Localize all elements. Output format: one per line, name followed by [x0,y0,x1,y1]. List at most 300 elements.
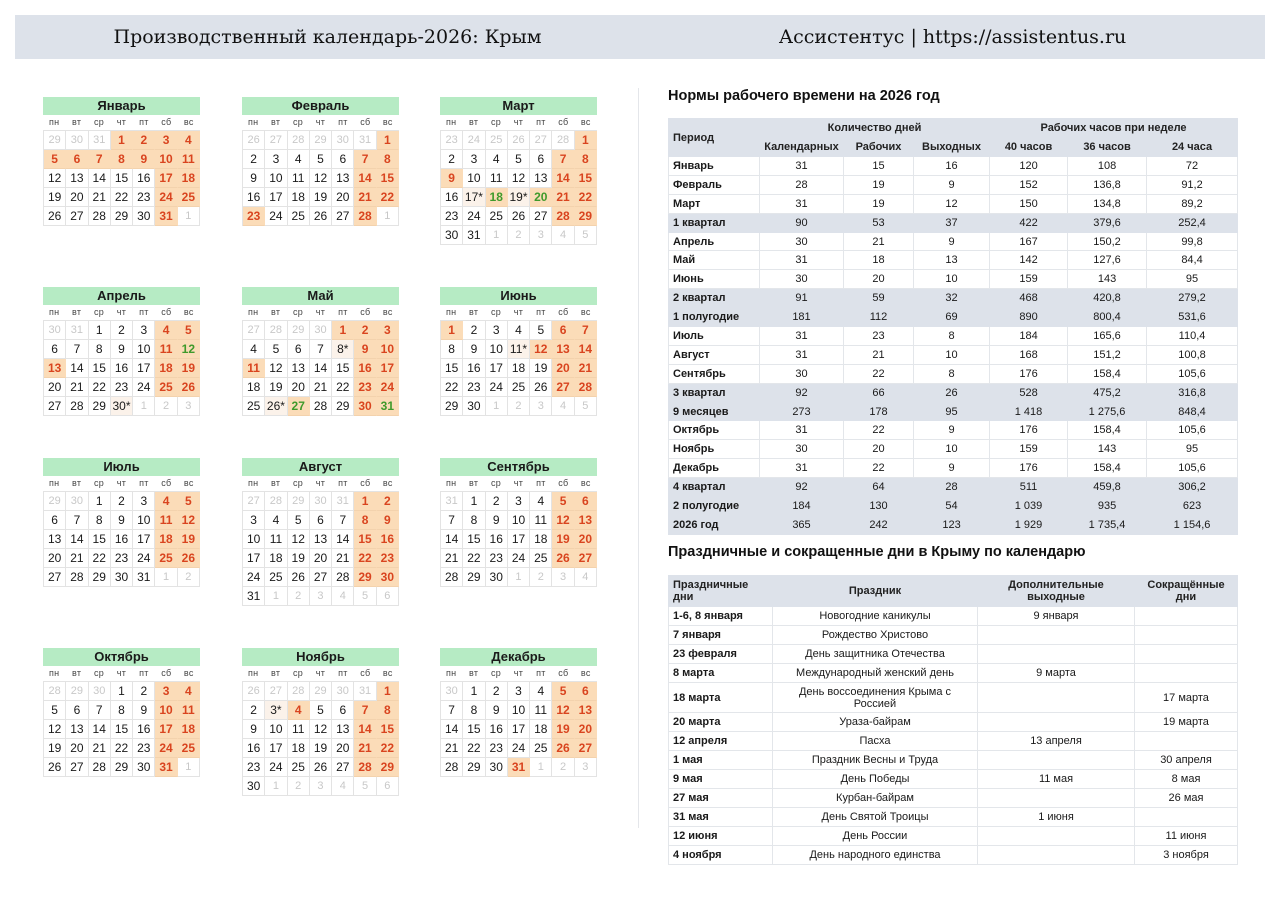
cell-h24: 279,2 [1147,289,1238,308]
day-cell: 22 [332,378,354,397]
cell-cal: 31 [760,194,844,213]
day-cell: 31 [463,226,485,245]
day-cell: 18 [265,549,287,568]
cell-extra [978,683,1135,713]
header-calendar: Календарных [760,138,844,157]
cell-cal: 273 [760,402,844,421]
weekday-label: вт [468,478,479,488]
weekday-label: пт [338,478,348,488]
day-cell: 12 [265,359,287,378]
day-cell: 30 [243,777,265,796]
day-cell-holiday: 30 [377,568,399,587]
day-cell: 7 [441,701,463,720]
table-row-total [669,213,1238,232]
table-row [669,157,1238,176]
weekday-label: сб [558,307,569,317]
cell-cal: 181 [760,308,844,327]
day-cell: 29 [441,397,463,416]
weekday-label: вт [71,117,82,127]
table-row [669,327,1238,346]
day-cell-other-month: 3 [310,777,332,796]
day-cell: 28 [441,758,463,777]
weekday-label: пт [139,307,149,317]
day-cell-other-month: 2 [288,777,310,796]
cell-name: Пасха [773,732,978,751]
cell-h36: 158,4 [1068,364,1147,383]
weekday-label: чт [513,307,524,317]
day-cell: 9 [243,169,265,188]
day-cell-other-month: 1 [178,207,200,226]
weekday-label: сб [360,668,371,678]
day-cell: 21 [441,739,463,758]
day-cell-holiday: 1 [441,321,463,340]
day-cell-other-month: 5 [354,587,376,606]
day-cell: 6 [66,701,88,720]
day-cell: 13 [332,169,354,188]
day-cell-other-month: 31 [441,492,463,511]
day-cell-other-month: 30 [332,131,354,150]
day-cell-holiday: 14 [354,169,376,188]
day-cell-other-month: 26 [508,131,530,150]
cell-h40: 176 [990,459,1068,478]
cell-work: 22 [844,459,914,478]
header-24h: 24 часа [1147,138,1238,157]
day-cell: 26 [44,207,66,226]
weekday-label: сб [161,478,172,488]
day-cell: 15 [441,359,463,378]
weekday-label: вт [71,478,82,488]
weekday-label: вс [580,307,591,317]
day-cell-holiday: 8 [377,701,399,720]
cell-h24: 531,6 [1147,308,1238,327]
weekday-label: чт [116,478,127,488]
cell-h24: 306,2 [1147,478,1238,497]
day-cell: 26 [288,568,310,587]
day-cell: 14 [441,530,463,549]
cell-cal: 91 [760,289,844,308]
table-row [669,232,1238,251]
weekday-label: ср [293,478,304,488]
cell-period: 3 квартал [669,383,760,402]
day-cell: 10 [243,530,265,549]
day-cell: 27 [310,568,332,587]
day-cell: 26 [310,207,332,226]
header-holiday-name: Праздник [773,576,978,607]
days-grid [440,320,597,416]
day-cell-holiday: 25 [178,188,200,207]
header-short-days: Сокращённые дни [1135,576,1238,607]
day-cell-holiday: 20 [575,530,597,549]
cell-cal: 92 [760,478,844,497]
day-cell: 19 [44,739,66,758]
day-cell-other-month: 26 [243,682,265,701]
day-cell: 11 [530,511,552,530]
header-hours-group: Рабочих часов при неделе [990,119,1238,138]
weekday-row [43,115,200,130]
cell-short [1135,645,1238,664]
day-cell-holiday: 24 [377,378,399,397]
day-cell-other-month: 28 [288,682,310,701]
day-cell-holiday: 22 [377,188,399,207]
cell-h24: 1 154,6 [1147,515,1238,534]
day-cell-holiday: 7 [354,150,376,169]
day-cell: 17 [508,530,530,549]
day-cell-short: 17* [463,188,485,207]
weekday-row [440,115,597,130]
day-cell: 5 [310,701,332,720]
cell-name: День России [773,827,978,846]
day-cell: 16 [441,188,463,207]
weekday-label: ср [94,117,105,127]
day-cell: 20 [44,378,66,397]
day-cell-other-month: 29 [310,131,332,150]
weekday-row [43,666,200,681]
day-cell-holiday: 1 [575,131,597,150]
table-row [669,364,1238,383]
day-cell-other-month: 27 [243,492,265,511]
day-cell: 19 [265,378,287,397]
day-cell: 2 [463,321,485,340]
day-cell-holiday: 12 [552,701,574,720]
day-cell-other-month: 2 [530,568,552,587]
month-title: Май [242,287,399,305]
day-cell: 29 [463,758,485,777]
days-grid [43,130,200,226]
day-cell: 21 [89,188,111,207]
weekday-label: вс [382,307,393,317]
weekday-label: пн [48,668,60,678]
day-cell-holiday: 15 [377,169,399,188]
day-cell: 11 [486,169,508,188]
day-cell: 2 [243,150,265,169]
cell-h24: 91,2 [1147,175,1238,194]
weekday-row [43,305,200,320]
day-cell: 10 [133,511,155,530]
day-cell: 9 [133,701,155,720]
cell-off: 8 [914,327,990,346]
day-cell-other-month: 29 [310,682,332,701]
day-cell: 18 [530,530,552,549]
month-title: Декабрь [440,648,597,666]
day-cell: 24 [265,207,287,226]
day-cell: 8 [89,511,111,530]
day-cell: 17 [243,549,265,568]
day-cell-holiday: 31 [155,207,177,226]
day-cell-holiday: 10 [155,701,177,720]
day-cell-other-month: 29 [44,492,66,511]
day-cell: 6 [44,340,66,359]
day-cell-holiday: 23 [354,378,376,397]
day-cell-holiday: 6 [575,492,597,511]
day-cell-holiday: 11 [178,150,200,169]
day-cell: 7 [89,701,111,720]
day-cell-holiday: 15 [575,169,597,188]
table-row [669,251,1238,270]
day-cell: 3 [265,150,287,169]
day-cell-other-month: 25 [486,131,508,150]
cell-h24: 623 [1147,497,1238,516]
cell-h36: 165,6 [1068,327,1147,346]
day-cell: 18 [288,739,310,758]
cell-extra [978,751,1135,770]
cell-h40: 1 418 [990,402,1068,421]
day-cell-holiday: 29 [575,207,597,226]
month-title: Август [242,458,399,476]
day-cell: 5 [265,340,287,359]
holidays-table [668,575,1238,865]
month-title: Июль [43,458,200,476]
day-cell-holiday: 4 [155,321,177,340]
day-cell: 14 [89,169,111,188]
day-cell: 4 [243,340,265,359]
day-cell-holiday: 9 [354,340,376,359]
day-cell: 3 [243,511,265,530]
month-calendar [242,97,399,226]
day-cell-holiday: 6 [575,682,597,701]
cell-cal: 30 [760,270,844,289]
weekday-row [242,305,399,320]
table-row [669,770,1238,789]
weekday-label: вс [580,668,591,678]
weekday-label: сб [558,668,569,678]
day-cell: 12 [310,720,332,739]
cell-date: 8 марта [669,664,773,683]
cell-off: 9 [914,421,990,440]
weekday-label: сб [360,478,371,488]
table-row [669,194,1238,213]
day-cell-other-month: 5 [354,777,376,796]
weekday-label: вт [71,307,82,317]
day-cell: 21 [441,549,463,568]
days-grid [43,320,200,416]
day-cell: 15 [463,530,485,549]
weekday-label: сб [161,307,172,317]
cell-work: 66 [844,383,914,402]
day-cell-other-month: 4 [552,397,574,416]
day-cell-holiday: 26 [552,739,574,758]
day-cell: 8 [463,701,485,720]
day-cell: 16 [243,188,265,207]
day-cell-holiday: 11 [155,511,177,530]
day-cell-holiday: 14 [575,340,597,359]
cell-name: Международный женский день [773,664,978,683]
cell-off: 69 [914,308,990,327]
day-cell: 6 [288,340,310,359]
weekday-label: вт [71,668,82,678]
cell-h40: 176 [990,421,1068,440]
day-cell-holiday: 7 [89,150,111,169]
cell-off: 54 [914,497,990,516]
cell-h40: 168 [990,345,1068,364]
day-cell: 23 [133,188,155,207]
month-calendar [440,458,597,587]
cell-extra: 9 января [978,607,1135,626]
cell-short [1135,607,1238,626]
cell-work: 20 [844,270,914,289]
cell-cal: 31 [760,421,844,440]
day-cell: 21 [66,549,88,568]
table-row-total [669,383,1238,402]
cell-cal: 28 [760,175,844,194]
day-cell-holiday: 28 [354,207,376,226]
day-cell-holiday: 4 [178,682,200,701]
day-cell: 30 [463,397,485,416]
cell-h36: 143 [1068,440,1147,459]
day-cell: 30 [111,568,133,587]
day-cell-holiday: 31 [508,758,530,777]
day-cell-holiday: 20 [552,359,574,378]
day-cell: 22 [89,549,111,568]
weekday-label: пт [536,117,546,127]
cell-period: 1 квартал [669,213,760,232]
day-cell-holiday: 6 [66,150,88,169]
day-cell: 23 [441,207,463,226]
day-cell-other-month: 30 [66,492,88,511]
cell-short [1135,732,1238,751]
table-row [669,607,1238,626]
table-row [669,626,1238,645]
day-cell-other-month: 31 [89,131,111,150]
weekday-label: пт [536,668,546,678]
day-cell: 13 [530,169,552,188]
cell-cal: 184 [760,497,844,516]
day-cell-holiday: 11 [178,701,200,720]
day-cell: 22 [111,188,133,207]
day-cell-other-month: 30 [44,321,66,340]
day-cell-other-month: 1 [133,397,155,416]
day-cell-holiday: 4 [288,701,310,720]
day-cell-short: 30* [111,397,133,416]
day-cell: 12 [44,169,66,188]
day-cell-holiday: 2 [377,492,399,511]
day-cell-holiday: 27 [288,397,310,416]
day-cell-holiday: 28 [575,378,597,397]
day-cell-holiday: 17 [155,720,177,739]
cell-period: 2026 год [669,515,760,534]
day-cell: 22 [463,739,485,758]
day-cell: 28 [66,397,88,416]
cell-h40: 176 [990,364,1068,383]
cell-date: 12 апреля [669,732,773,751]
day-cell: 5 [44,701,66,720]
cell-cal: 31 [760,157,844,176]
day-cell: 3 [486,321,508,340]
weekday-label: чт [315,478,326,488]
day-cell: 30 [486,758,508,777]
cell-short: 30 апреля [1135,751,1238,770]
day-cell-holiday: 7 [575,321,597,340]
cell-name: День народного единства [773,846,978,865]
table-row [669,459,1238,478]
cell-h24: 105,6 [1147,459,1238,478]
weekday-label: чт [513,117,524,127]
day-cell: 19 [530,359,552,378]
day-cell: 3 [463,150,485,169]
day-cell: 9 [463,340,485,359]
weekday-label: сб [360,117,371,127]
brand-link[interactable]: Ассистентус | https://assistentus.ru [778,26,1127,48]
cell-work: 64 [844,478,914,497]
day-cell: 7 [332,511,354,530]
day-cell: 16 [243,739,265,758]
cell-h36: 1 275,6 [1068,402,1147,421]
days-grid [43,491,200,587]
cell-date: 12 июня [669,827,773,846]
weekday-row [242,115,399,130]
day-cell-holiday: 23 [243,207,265,226]
day-cell-holiday: 15 [377,720,399,739]
day-cell: 25 [243,397,265,416]
cell-date: 20 марта [669,713,773,732]
month-calendar [440,648,597,777]
day-cell: 1 [111,682,133,701]
cell-h36: 459,8 [1068,478,1147,497]
day-cell-holiday: 27 [575,549,597,568]
weekday-label: вс [382,478,393,488]
day-cell-other-month: 30 [441,682,463,701]
day-cell: 2 [486,682,508,701]
cell-date: 9 мая [669,770,773,789]
day-cell: 31 [133,568,155,587]
day-cell-holiday: 6 [552,321,574,340]
day-cell: 11 [288,720,310,739]
day-cell: 28 [441,568,463,587]
day-cell: 2 [441,150,463,169]
day-cell: 16 [111,359,133,378]
day-cell: 14 [441,720,463,739]
cell-period: Ноябрь [669,440,760,459]
day-cell-holiday: 28 [552,207,574,226]
weekday-label: пн [247,668,259,678]
weekday-label: вт [270,117,281,127]
cell-work: 19 [844,194,914,213]
day-cell-holiday: 16 [354,359,376,378]
day-cell-other-month: 2 [178,568,200,587]
weekday-label: чт [315,668,326,678]
cell-h24: 105,6 [1147,421,1238,440]
day-cell-short: 8* [332,340,354,359]
weekday-label: ср [491,307,502,317]
day-cell-holiday: 20 [530,188,552,207]
cell-period: 4 квартал [669,478,760,497]
cell-off: 12 [914,194,990,213]
cell-extra [978,626,1135,645]
table-row-total [669,497,1238,516]
days-grid [440,130,597,245]
weekday-label: пт [139,668,149,678]
weekday-label: чт [116,307,127,317]
day-cell: 6 [332,150,354,169]
weekday-label: чт [116,117,127,127]
header-36h: 36 часов [1068,138,1147,157]
day-cell: 19 [310,188,332,207]
cell-extra: 13 апреля [978,732,1135,751]
day-cell: 12 [44,720,66,739]
day-cell: 15 [332,359,354,378]
weekday-label: пн [48,307,60,317]
days-grid [242,491,399,606]
cell-h24: 100,8 [1147,345,1238,364]
day-cell-holiday: 1 [377,131,399,150]
weekday-label: пн [445,117,457,127]
day-cell-holiday: 26 [552,549,574,568]
day-cell: 20 [332,739,354,758]
header-bar [15,15,1265,59]
cell-h36: 150,2 [1068,232,1147,251]
day-cell: 23 [111,378,133,397]
day-cell: 23 [486,739,508,758]
weekday-label: вс [382,117,393,127]
